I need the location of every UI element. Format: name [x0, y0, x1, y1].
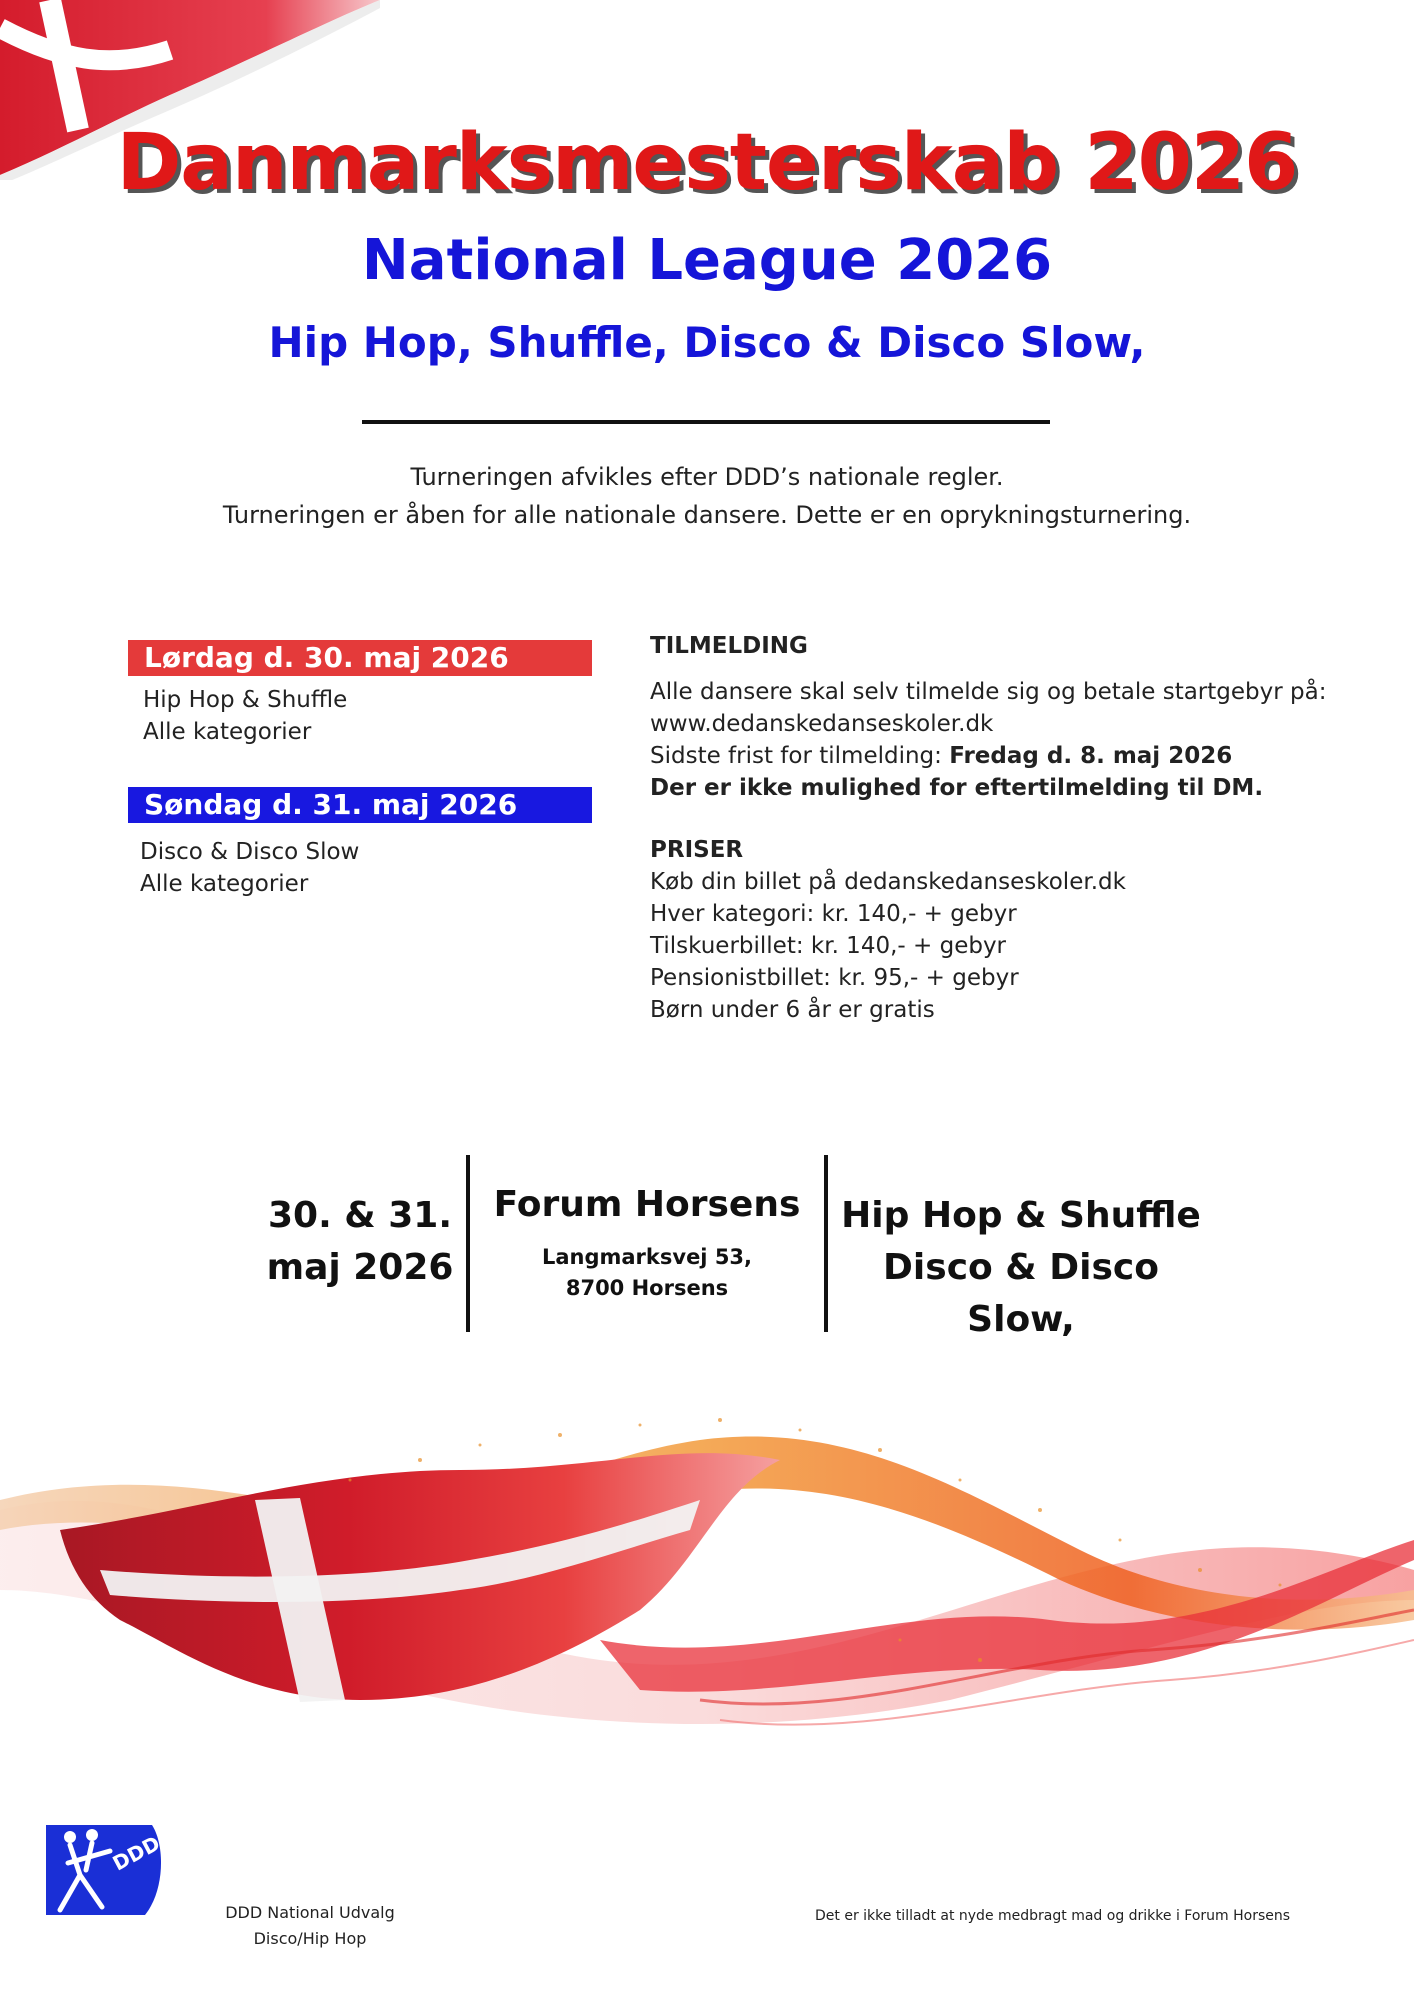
page-title: Danmarksmesterskab 2026 — [116, 118, 1298, 208]
registration-heading: TILMELDING — [650, 633, 808, 659]
org-name — [180, 1900, 440, 1952]
event-dates — [240, 1190, 480, 1294]
deadline-value: Fredag d. 8. maj 2026 — [949, 743, 1233, 769]
page-subtitle: National League 2026 — [361, 228, 1053, 293]
sunday-line: Alle kategorier — [140, 871, 309, 897]
event-disciplines — [836, 1190, 1206, 1346]
sunday-details — [140, 836, 359, 900]
venue-address-line: Langmarksvej 53, — [541, 1245, 753, 1269]
price-line: Børn under 6 år er gratis — [650, 997, 935, 1023]
sunday-line: Disco & Disco Slow — [140, 839, 360, 865]
registration-url[interactable]: www.dedanskedanseskoler.dk — [650, 711, 994, 737]
discipline-line: Disco & Disco Slow, — [883, 1247, 1159, 1340]
intro-line: Turneringen afvikles efter DDD’s nationale regler. — [410, 463, 1004, 491]
food-notice: Det er ikke tilladt at nyde medbragt mad og drikke i Forum Horsens — [815, 1908, 1291, 1924]
venue-name: Forum Horsens — [493, 1184, 801, 1225]
registration-section — [650, 630, 1370, 1026]
registration-line: Alle dansere skal selv tilmelde sig og betale startgebyr på: — [650, 679, 1327, 705]
info-divider — [466, 1155, 470, 1332]
event-venue — [478, 1180, 816, 1304]
saturday-line: Alle kategorier — [143, 719, 312, 745]
venue-address-line: 8700 Horsens — [565, 1276, 729, 1300]
ddd-logo — [40, 1815, 170, 1925]
title-divider — [362, 420, 1050, 424]
date-line: maj 2026 — [266, 1247, 454, 1288]
intro-text — [0, 458, 1414, 534]
info-divider — [824, 1155, 828, 1332]
logo-text: DDD — [108, 1830, 164, 1876]
saturday-line: Hip Hop & Shuffle — [143, 687, 348, 713]
prices-heading: PRISER — [650, 837, 744, 863]
org-line: Disco/Hip Hop — [253, 1929, 367, 1948]
disciplines-heading: Hip Hop, Shuffle, Disco & Disco Slow, — [268, 318, 1146, 367]
registration-deadline — [650, 740, 1370, 772]
danish-flag-ribbon-graphic — [0, 1400, 1414, 1760]
date-line: 30. & 31. — [267, 1195, 452, 1236]
discipline-line: Hip Hop & Shuffle — [841, 1195, 1201, 1236]
saturday-date-label: Lørdag d. 30. maj 2026 — [144, 641, 509, 674]
price-line: Tilskuerbillet: kr. 140,- + gebyr — [650, 933, 1007, 959]
registration-note: Der er ikke mulighed for eftertilmelding til DM. — [650, 775, 1264, 801]
saturday-details — [143, 684, 347, 748]
sunday-date-bar — [128, 787, 592, 823]
org-line: DDD National Udvalg — [225, 1903, 395, 1922]
price-line: Hver kategori: kr. 140,- + gebyr — [650, 901, 1017, 927]
price-line: Køb din billet på dedanskedanseskoler.dk — [650, 869, 1126, 895]
intro-line: Turneringen er åben for alle nationale dansere. Dette er en oprykningsturnering. — [222, 501, 1192, 529]
price-line: Pensionistbillet: kr. 95,- + gebyr — [650, 965, 1019, 991]
sunday-date-label: Søndag d. 31. maj 2026 — [144, 788, 518, 821]
saturday-date-bar — [128, 640, 592, 676]
deadline-prefix: Sidste frist for tilmelding: — [650, 743, 950, 769]
